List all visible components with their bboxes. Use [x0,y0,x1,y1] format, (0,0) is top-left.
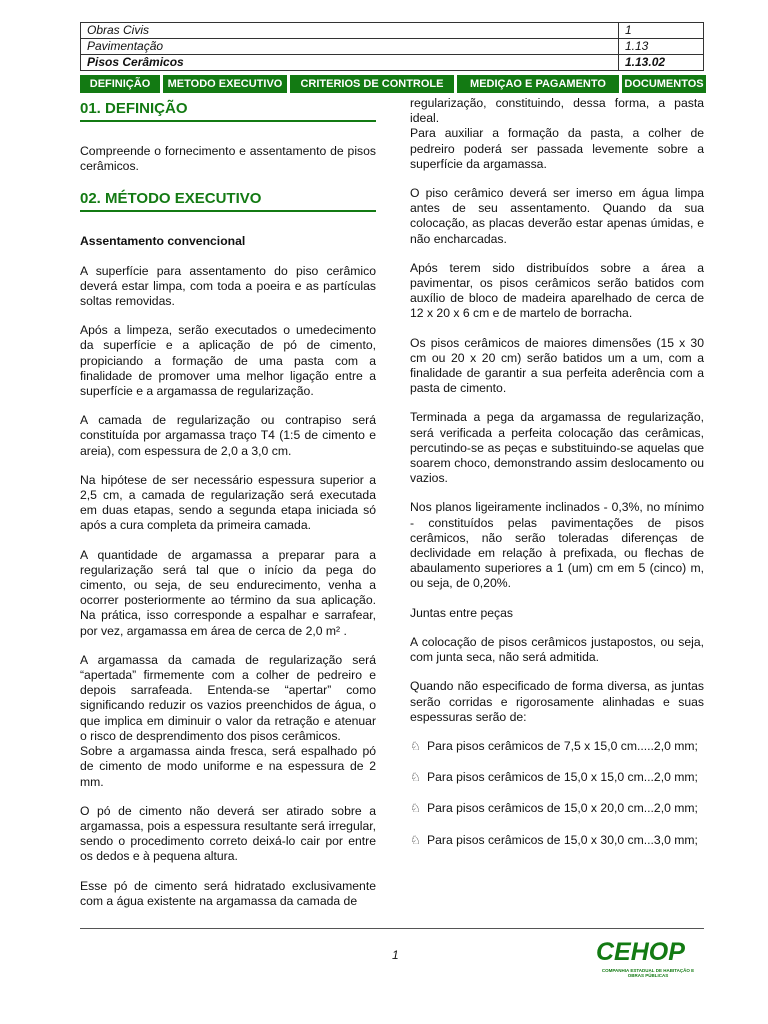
paragraph: Esse pó de cimento será hidratado exclusivamente com a água existente na argamassa da camada de [80,878,376,908]
header-code: 1.13.02 [619,55,704,71]
paragraph: A argamassa da camada de regularização será “apertada” firmemente com a colher de pedreiro e depois sarrafeada. Entenda-se “apertar” como significando reduzir os vazios preenchidos de água, o que implica em diminuir o valor da retração e atenuar o risco de desprendimento dos pisos cerâmicos. [80,652,376,743]
list-item-text: Para pisos cerâmicos de 15,0 x 15,0 cm...2,0 mm; [427,770,698,785]
logo-wordmark: CEHOP [596,938,685,966]
paragraph: Após terem sido distribuídos sobre a área a pavimentar, os pisos cerâmicos serão batidos com auxílio de bloco de madeira aparelhado de cerca de 12 x 20 x 6 cm e de martelo de borracha. [410,260,704,321]
bullet-icon: ♘ [410,770,421,785]
header-table [80,22,704,71]
section-title-metodo-executivo: 02. MÉTODO EXECUTIVO [80,188,376,212]
paragraph: Os pisos cerâmicos de maiores dimensões (15 x 30 cm ou 20 x 20 cm) serão batidos um a um, com a finalidade de garantir a sua perfeita aderência com a pasta de cimento. [410,335,704,396]
paragraph: A colocação de pisos cerâmicos justapostos, ou seja, com junta seca, não será admitida. [410,634,704,665]
paragraph: A quantidade de argamassa a preparar para a regularização será tal que o início da pega do cimento, ou seja, de seu endurecimento, venha a ocorrer posteriormente ao término da sua aplicação. Na prática, isso corresponde a espalhar e sarrafear, por vez, argamassa em área de cerca de 2,0 m² . [80,547,376,638]
nav-tab-criterios-de-controle[interactable]: CRITERIOS DE CONTROLE [290,75,454,93]
left-column [80,96,376,923]
list-item-text: Para pisos cerâmicos de 15,0 x 20,0 cm...2,0 mm; [427,801,698,816]
nav-tab-medicao-e-pagamento[interactable]: MEDIÇAO E PAGAMENTO [457,75,619,93]
page-number: 1 [392,948,399,962]
paragraph: Após a limpeza, serão executados o umedecimento da superfície e a aplicação de pó de cimento, propiciando a formação de uma pasta com a finalidade de promover uma melhor ligação entre a superfície e a argamassa de regularização. [80,323,376,399]
section-title-definicao: 01. DEFINIÇÃO [80,98,376,122]
paragraph: regularização, constituindo, dessa forma, a pasta ideal. [410,96,704,126]
list-item [410,801,704,816]
paragraph: A superfície para assentamento do piso cerâmico deverá estar limpa, com toda a poeira e as partículas soltas removidas. [80,263,376,309]
subheading-juntas: Juntas entre peças [410,605,513,620]
bullet-icon: ♘ [410,738,421,753]
bullet-icon: ♘ [410,832,421,847]
right-column [410,96,704,864]
list-item [410,739,704,754]
header-code: 1 [619,23,704,39]
header-row [81,39,704,55]
list-item-text: Para pisos cerâmicos de 7,5 x 15,0 cm.....2,0 mm; [427,738,698,753]
nav-tab-metodo-executivo[interactable]: METODO EXECUTIVO [163,75,287,93]
subheading: Assentamento convencional [80,234,246,249]
header-row [81,55,704,71]
paragraph: Nos planos ligeiramente inclinados - 0,3%, no mínimo - constituídos pelas pavimentações de pisos cerâmicos, não serão toleradas diferenças de declividade em relação à prefixada, ou flechas de abaulamento superiores a 1 (um) cm em 5 (cinco) m, ou seja, de 0,20%. [410,500,704,591]
header-label: Pisos Cerâmicos [81,55,619,71]
header-label: Obras Civis [81,23,619,39]
paragraph: Sobre a argamassa ainda fresca, será espalhado pó de cimento de modo uniforme e na espessura de 2 mm. [80,744,376,789]
footer-divider [80,928,704,929]
bullet-icon: ♘ [410,801,421,816]
paragraph: Na hipótese de ser necessário espessura superior a 2,5 cm, a camada de regularização será executada em duas etapas, sendo a segunda etapa iniciada só após a cura completa da primeira camada. [80,472,376,533]
list-item-text: Para pisos cerâmicos de 15,0 x 30,0 cm...3,0 mm; [427,832,698,847]
paragraph: O pó de cimento não deverá ser atirado sobre a argamassa, pois a espessura resultante será irregular, sendo o procedimento correto deixá-lo cair por entre os dedos e à pequena altura. [80,803,376,864]
nav-tab-definicao[interactable]: DEFINIÇÃO [80,75,160,93]
paragraph: O piso cerâmico deverá ser imerso em água limpa antes de seu assentamento. Quando da sua colocação, as placas deverão estar apenas úmidas, e não encharcadas. [410,186,704,246]
list-item [410,833,704,848]
paragraph: A camada de regularização ou contrapiso será constituída por argamassa traço T4 (1:5 de cimento e areia), com espessura de 2,0 a 3,0 cm. [80,413,376,458]
paragraph: Quando não especificado de forma diversa, as juntas serão corridas e rigorosamente alinhadas e suas espessuras serão de: [410,679,704,724]
nav-tab-documentos[interactable]: DOCUMENTOS [622,75,706,93]
cehop-logo [596,938,700,986]
list-item [410,770,704,785]
paragraph: Terminada a pega da argamassa de regularização, será verificada a perfeita colocação das cerâmicas, percutindo-se as peças e substituindo-se aquelas que soarem choco, demonstrando assim deslocamento ou vazios. [410,410,704,486]
header-label: Pavimentação [81,39,619,55]
paragraph: Compreende o fornecimento e assentamento de pisos cerâmicos. [80,144,376,174]
header-code: 1.13 [619,39,704,55]
paragraph: Para auxiliar a formação da pasta, a colher de pedreiro poderá ser passada levemente sobre a superfície da argamassa. [410,126,704,171]
header-row [81,23,704,39]
logo-subtitle: COMPANHIA ESTADUAL DE HABITAÇÃO E OBRAS PÚBLICAS [601,968,695,978]
section-nav [80,75,706,93]
